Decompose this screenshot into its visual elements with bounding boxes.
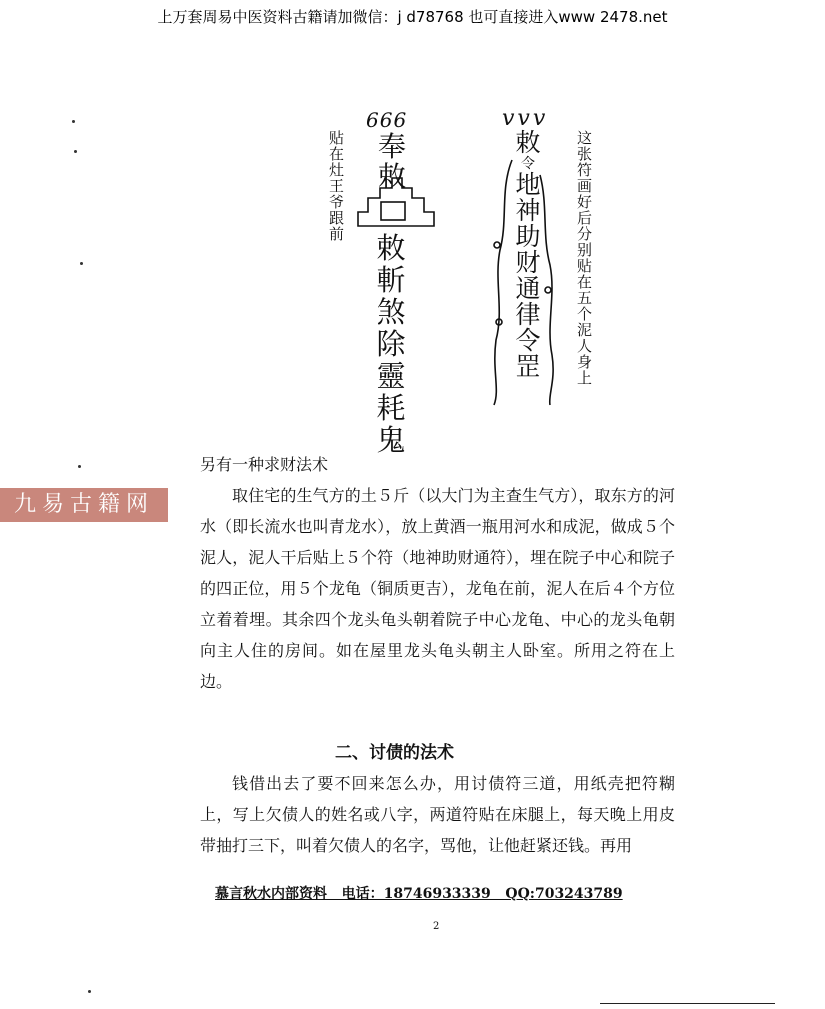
right-talisman-marks: vvv	[502, 106, 549, 131]
page-number: 2	[433, 921, 440, 932]
footer-contact: 慕言秋水内部资料 电话：18746933339 QQ:703243789	[215, 886, 623, 902]
talisman-char: 神	[515, 196, 541, 225]
left-talisman-top-chars	[372, 132, 412, 192]
talisman-char: 敕	[377, 160, 406, 193]
talisman-char: 煞	[376, 295, 406, 329]
talisman-char: 鬼	[376, 423, 406, 457]
scan-speck	[72, 120, 75, 123]
scan-speck	[74, 150, 77, 153]
scan-speck	[78, 465, 81, 468]
left-talisman-note: 贴在灶王爷跟前	[327, 130, 345, 242]
section1-body	[200, 480, 675, 697]
scan-speck	[80, 262, 83, 265]
talisman-char: 奉	[377, 130, 406, 163]
section1-heading: 另有一种求财法术	[200, 455, 329, 474]
watermark-stamp: 九易古籍网	[0, 488, 168, 522]
talisman-char: 通	[515, 274, 541, 303]
top-banner: 上万套周易中医资料古籍请加微信：j d78768 也可直接进入www 2478.net	[157, 8, 668, 26]
left-talisman-bottom-chars	[368, 232, 414, 456]
section2-heading: 二、讨债的法术	[335, 743, 454, 763]
talisman-char: 靈	[376, 359, 406, 393]
right-talisman-note: 这张符画好后分别贴在五个泥人身上	[575, 130, 593, 386]
section1-paragraph: 取住宅的生气方的土５斤（以大门为主查生气方），取东方的河水（即长流水也叫青龙水），放上黄酒一瓶用河水和成泥，做成５个泥人，泥人干后贴上５个符（地神助财通符），埋在院子中心和院子的四正位，用５个龙龟（铜质更吉），龙龟在前，泥人在后４个方位立着着埋。其余四个龙头龟头朝着院子中心龙龟、中心的龙头龟朝向主人住的房间。如在屋里龙头龟头朝主人卧室。所用之符在上边。	[200, 486, 675, 691]
talisman-char: 罡	[515, 352, 541, 381]
talisman-char: 斬	[376, 263, 406, 297]
talisman-char: 财	[515, 248, 541, 277]
left-talisman-marks: 666	[366, 108, 408, 132]
talisman-char: 地	[515, 170, 541, 199]
talisman-char: 敕	[376, 231, 406, 265]
scan-speck	[88, 990, 91, 993]
scan-line	[600, 1003, 775, 1004]
right-talisman-chars	[508, 130, 548, 380]
talisman-char: 令	[515, 326, 541, 355]
section2-paragraph: 钱借出去了要不回来怎么办，用讨债符三道，用纸壳把符糊上，写上欠债人的姓名或八字，两道符贴在床腿上，每天晚上用皮带抽打三下，叫着欠债人的名字，骂他，让他赶紧还钱。再用	[200, 774, 675, 855]
talisman-char: 助	[515, 222, 541, 251]
talisman-char: 耗	[376, 391, 406, 425]
talisman-char: 律	[515, 300, 541, 329]
talisman-char: 敕	[515, 128, 541, 157]
talisman-char: 令	[521, 156, 535, 172]
section2-body	[200, 768, 675, 861]
talisman-char: 除	[376, 327, 406, 361]
